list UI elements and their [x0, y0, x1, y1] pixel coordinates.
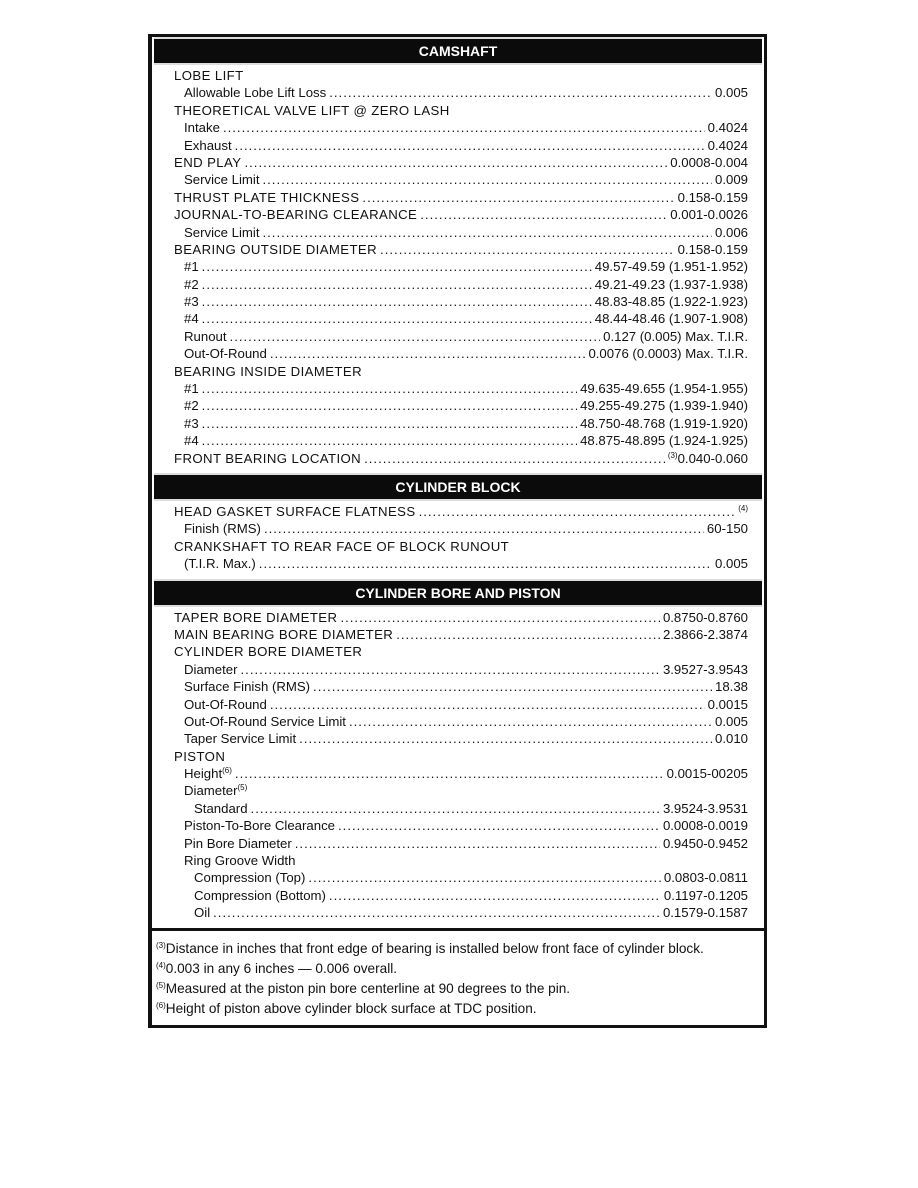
- spec-value: [708, 696, 748, 713]
- spec-label-text: Compression (Bottom): [194, 887, 326, 903]
- spec-label-text: Surface Finish (RMS): [184, 679, 311, 695]
- spec-label-text: Oil: [194, 905, 211, 921]
- footnote-ref: (6): [222, 766, 232, 776]
- spec-row: [174, 189, 748, 206]
- spec-value-text: 0.0076 (0.0003) Max. T.I.R.: [588, 346, 748, 362]
- spec-value: [678, 241, 748, 258]
- spec-label-text: BEARING INSIDE DIAMETER: [174, 363, 362, 379]
- footnote-text: Measured at the piston pin bore centerline at 90 degrees to the pin.: [165, 980, 571, 996]
- spec-row: [174, 363, 748, 380]
- spec-label-text: Service Limit: [184, 224, 260, 240]
- footnote-text: Height of piston above cylinder block surface at TDC position.: [165, 1000, 537, 1016]
- spec-label-text: Piston-To-Bore Clearance: [184, 818, 335, 834]
- dot-leader: [202, 310, 592, 327]
- dot-leader: [251, 800, 660, 817]
- spec-value: [595, 276, 748, 293]
- spec-value-text: 48.83-48.85 (1.922-1.923): [594, 294, 748, 310]
- spec-row: [174, 782, 748, 799]
- spec-label: [194, 800, 248, 817]
- dot-leader: [329, 84, 712, 101]
- spec-label-text: CRANKSHAFT TO REAR FACE OF BLOCK RUNOUT: [174, 538, 510, 554]
- dot-leader: [202, 415, 577, 432]
- dot-leader: [241, 661, 660, 678]
- footnote: [156, 939, 764, 959]
- spec-label-text: #3: [184, 415, 199, 431]
- spec-row: [174, 538, 748, 555]
- spec-label: [174, 189, 359, 206]
- spec-label-text: CYLINDER BORE DIAMETER: [174, 644, 363, 660]
- spec-label: [184, 555, 256, 572]
- spec-label: [184, 678, 310, 695]
- dot-leader: [202, 397, 577, 414]
- spec-label-text: Intake: [184, 120, 220, 136]
- spec-label-text: Standard: [194, 800, 248, 816]
- spec-row: [174, 345, 748, 362]
- dot-leader: [235, 137, 705, 154]
- dot-leader: [338, 817, 660, 834]
- dot-leader: [202, 276, 592, 293]
- spec-label: [174, 154, 241, 171]
- spec-row: [174, 84, 748, 101]
- spec-label: [184, 310, 199, 327]
- spec-value: [580, 397, 748, 414]
- cylinder-bore-piston-header: CYLINDER BORE AND PISTON: [154, 579, 762, 607]
- spec-value-text: 49.255-49.275 (1.939-1.940): [580, 398, 748, 414]
- spec-label: [194, 869, 305, 886]
- spec-value: [715, 713, 748, 730]
- spec-label: [184, 224, 259, 241]
- dot-leader: [364, 450, 665, 467]
- spec-label: [194, 887, 326, 904]
- spec-value: [588, 345, 748, 362]
- spec-label-text: #1: [184, 259, 199, 275]
- spec-value: [663, 661, 748, 678]
- spec-label: [184, 84, 326, 101]
- spec-row: [174, 224, 748, 241]
- spec-value-text: 0.0015: [707, 696, 748, 712]
- spec-value-text: 0.158-0.159: [677, 241, 748, 257]
- spec-value: [715, 224, 748, 241]
- cylinder-block-header: CYLINDER BLOCK: [154, 473, 762, 501]
- footnote-ref: (5): [237, 783, 248, 793]
- spec-value: [715, 171, 748, 188]
- spec-value: [663, 835, 748, 852]
- spec-value-text: 49.635-49.655 (1.954-1.955): [580, 381, 748, 397]
- spec-label: [184, 293, 199, 310]
- spec-value-text: 0.127 (0.005) Max. T.I.R.: [603, 328, 748, 344]
- spec-label: [184, 171, 259, 188]
- spec-value: [580, 415, 748, 432]
- spec-label-text: JOURNAL-TO-BEARING CLEARANCE: [174, 207, 418, 223]
- dot-leader: [340, 609, 660, 626]
- spec-value-text: 48.44-48.46 (1.907-1.908): [594, 311, 748, 327]
- spec-row: [174, 102, 748, 119]
- spec-value-text: 3.9524-3.9531: [662, 800, 748, 816]
- dot-leader: [264, 520, 704, 537]
- spec-value: [663, 904, 748, 921]
- spec-label-text: MAIN BEARING BORE DIAMETER: [174, 626, 394, 642]
- spec-row: [174, 397, 748, 414]
- spec-label: [184, 397, 199, 414]
- spec-value-text: 0.005: [714, 556, 748, 572]
- spec-value: [738, 503, 748, 520]
- spec-value: [708, 119, 748, 136]
- spec-value-text: 60-150: [706, 521, 748, 537]
- footnote: [156, 999, 764, 1019]
- spec-label-text: TAPER BORE DIAMETER: [174, 609, 338, 625]
- spec-label: [184, 835, 292, 852]
- spec-value: [715, 555, 748, 572]
- spec-value: [670, 206, 748, 223]
- spec-label-text: Diameter: [184, 783, 238, 799]
- spec-row: [174, 154, 748, 171]
- dot-leader: [270, 345, 586, 362]
- spec-value-text: 49.57-49.59 (1.951-1.952): [594, 259, 748, 275]
- spec-label-text: Out-Of-Round Service Limit: [184, 713, 346, 729]
- camshaft-header: CAMSHAFT: [154, 37, 762, 65]
- spec-row: [174, 678, 748, 695]
- footnote-mark: (3): [156, 940, 166, 950]
- dot-leader: [308, 869, 661, 886]
- spec-label: [184, 380, 199, 397]
- spec-label-text: Taper Service Limit: [184, 731, 297, 747]
- spec-value: [668, 450, 748, 467]
- spec-label: [184, 852, 295, 869]
- dot-leader: [213, 904, 660, 921]
- spec-label: [184, 137, 232, 154]
- spec-label: [184, 345, 267, 362]
- spec-value-text: 0.009: [714, 172, 748, 188]
- spec-value: [664, 869, 748, 886]
- spec-label: [184, 276, 199, 293]
- spec-row: [174, 171, 748, 188]
- spec-row: [174, 206, 748, 223]
- footnote-mark: (4): [156, 960, 166, 970]
- spec-value: [580, 380, 748, 397]
- footnote-ref: (3): [667, 450, 678, 460]
- spec-value-text: 0.0015-00205: [666, 766, 748, 782]
- cylinder-block-section: [152, 501, 764, 579]
- spec-label: [184, 730, 296, 747]
- dot-leader: [299, 730, 712, 747]
- spec-value-text: 48.875-48.895 (1.924-1.925): [580, 433, 748, 449]
- spec-label: [174, 643, 362, 660]
- spec-value: [664, 887, 748, 904]
- spec-label: [184, 328, 227, 345]
- spec-row: [174, 555, 748, 572]
- dot-leader: [202, 293, 592, 310]
- spec-row: [174, 765, 748, 782]
- spec-row: [174, 415, 748, 432]
- spec-row: [174, 520, 748, 537]
- spec-label: [184, 713, 346, 730]
- spec-value-text: 0.1197-0.1205: [663, 887, 748, 903]
- spec-value: [670, 154, 748, 171]
- footnote-mark: (5): [156, 980, 166, 990]
- spec-label: [194, 904, 210, 921]
- footnote-text: Distance in inches that front edge of bearing is installed below front face of cylinder block.: [165, 940, 704, 956]
- spec-value: [663, 626, 748, 643]
- spec-value: [595, 293, 748, 310]
- spec-row: [174, 503, 748, 520]
- spec-row: [174, 835, 748, 852]
- spec-value-text: 48.750-48.768 (1.919-1.920): [580, 415, 748, 431]
- spec-row: [174, 380, 748, 397]
- spec-value: [715, 84, 748, 101]
- spec-label: [174, 609, 337, 626]
- footnote-ref: (4): [738, 503, 748, 513]
- spec-label-text: Ring Groove Width: [184, 853, 296, 869]
- spec-label-text: Allowable Lobe Lift Loss: [184, 85, 327, 101]
- spec-label: [184, 415, 199, 432]
- spec-row: [174, 730, 748, 747]
- dot-leader: [329, 887, 661, 904]
- spec-label-text: Runout: [184, 328, 227, 344]
- spec-label: [174, 503, 416, 520]
- spec-label-text: Height: [184, 766, 223, 782]
- spec-value: [708, 137, 748, 154]
- footnote-text: 0.003 in any 6 inches — 0.006 overall.: [165, 960, 398, 976]
- spec-label: [184, 696, 267, 713]
- spec-value: [595, 310, 748, 327]
- dot-leader: [235, 765, 664, 782]
- dot-leader: [270, 696, 705, 713]
- spec-value: [663, 609, 748, 626]
- footnote: [156, 959, 764, 979]
- spec-value-text: 2.3866-2.3874: [662, 626, 748, 642]
- spec-label-text: #2: [184, 398, 199, 414]
- spec-value-text: 0.001-0.0026: [670, 207, 748, 223]
- cylinder-bore-piston-section: [152, 607, 764, 928]
- spec-row: [174, 609, 748, 626]
- spec-row: [174, 748, 748, 765]
- spec-label: [184, 432, 199, 449]
- dot-leader: [223, 119, 705, 136]
- footnote: [156, 979, 764, 999]
- spec-label: [184, 520, 261, 537]
- spec-value-text: 0.1579-0.1587: [662, 905, 748, 921]
- spec-label: [184, 258, 199, 275]
- spec-sheet: [148, 34, 767, 1028]
- spec-label-text: Service Limit: [184, 172, 260, 188]
- spec-row: [174, 67, 748, 84]
- dot-leader: [313, 678, 712, 695]
- spec-label-text: #4: [184, 433, 199, 449]
- spec-row: [174, 713, 748, 730]
- spec-label-text: THEORETICAL VALVE LIFT @ ZERO LASH: [174, 102, 450, 118]
- dot-leader: [202, 258, 592, 275]
- spec-row: [174, 137, 748, 154]
- spec-row: [174, 258, 748, 275]
- dot-leader: [230, 328, 601, 345]
- spec-row: [174, 800, 748, 817]
- spec-label-text: PISTON: [174, 748, 226, 764]
- camshaft-section: [152, 65, 764, 473]
- spec-row: [174, 852, 748, 869]
- spec-label-text: BEARING OUTSIDE DIAMETER: [174, 241, 378, 257]
- spec-row: [174, 328, 748, 345]
- spec-label: [184, 817, 335, 834]
- spec-value-text: 0.158-0.159: [677, 189, 748, 205]
- spec-value-text: 0.4024: [707, 137, 748, 153]
- spec-value-text: 0.4024: [707, 120, 748, 136]
- dot-leader: [419, 503, 736, 520]
- dot-leader: [244, 154, 667, 171]
- spec-row: [174, 293, 748, 310]
- spec-label-text: Pin Bore Diameter: [184, 835, 292, 851]
- spec-label-text: LOBE LIFT: [174, 68, 244, 83]
- spec-value-text: 0.8750-0.8760: [662, 609, 748, 625]
- spec-label: [174, 206, 417, 223]
- spec-value-text: 0.9450-0.9452: [662, 835, 748, 851]
- spec-label-text: Finish (RMS): [184, 521, 261, 537]
- spec-label-text: (T.I.R. Max.): [184, 556, 256, 572]
- dot-leader: [380, 241, 675, 258]
- spec-value-text: 0.006: [714, 224, 748, 240]
- spec-value-text: 49.21-49.23 (1.937-1.938): [594, 276, 748, 292]
- spec-label: [174, 67, 244, 84]
- dot-leader: [362, 189, 674, 206]
- spec-value-text: 0.0803-0.0811: [663, 870, 748, 886]
- spec-row: [174, 904, 748, 921]
- dot-leader: [202, 380, 577, 397]
- spec-row: [174, 276, 748, 293]
- spec-label-text: Out-Of-Round: [184, 346, 267, 362]
- spec-label: [174, 363, 362, 380]
- footnote-mark: (6): [156, 1000, 166, 1010]
- spec-label-text: END PLAY: [174, 154, 242, 170]
- spec-label-text: #4: [184, 311, 199, 327]
- spec-label-text: #3: [184, 294, 199, 310]
- spec-value: [603, 328, 748, 345]
- spec-value: [667, 765, 748, 782]
- spec-label: [174, 626, 393, 643]
- spec-label: [174, 102, 450, 119]
- spec-value: [580, 432, 748, 449]
- spec-value-text: 0.040-0.060: [677, 450, 748, 466]
- spec-row: [174, 643, 748, 660]
- footnotes: [152, 928, 764, 1023]
- spec-row: [174, 310, 748, 327]
- spec-row: [174, 450, 748, 467]
- spec-value: [595, 258, 748, 275]
- spec-label: [184, 782, 247, 799]
- dot-leader: [420, 206, 667, 223]
- spec-row: [174, 869, 748, 886]
- spec-row: [174, 817, 748, 834]
- spec-label-text: #2: [184, 276, 199, 292]
- spec-label: [184, 765, 232, 782]
- spec-row: [174, 241, 748, 258]
- spec-label-text: THRUST PLATE THICKNESS: [174, 189, 360, 205]
- spec-value-text: 0.0008-0.004: [670, 154, 748, 170]
- spec-row: [174, 119, 748, 136]
- spec-label: [174, 748, 225, 765]
- spec-value-text: 18.38: [714, 679, 748, 695]
- spec-value-text: 0.005: [714, 713, 748, 729]
- dot-leader: [202, 432, 577, 449]
- spec-row: [174, 661, 748, 678]
- spec-label-text: Compression (Top): [194, 870, 306, 886]
- spec-label: [174, 450, 361, 467]
- spec-value: [678, 189, 748, 206]
- spec-label: [184, 119, 220, 136]
- spec-label-text: Exhaust: [184, 137, 232, 153]
- spec-row: [174, 626, 748, 643]
- spec-label: [184, 661, 238, 678]
- spec-label-text: Diameter: [184, 661, 238, 677]
- spec-label-text: FRONT BEARING LOCATION: [174, 450, 362, 466]
- spec-value-text: 0.0008-0.0019: [662, 818, 748, 834]
- spec-value: [715, 678, 748, 695]
- dot-leader: [396, 626, 660, 643]
- spec-label-text: #1: [184, 381, 199, 397]
- spec-value-text: 0.010: [714, 731, 748, 747]
- spec-row: [174, 887, 748, 904]
- spec-value-text: 0.005: [714, 85, 748, 101]
- spec-value-text: 3.9527-3.9543: [662, 661, 748, 677]
- spec-label-text: HEAD GASKET SURFACE FLATNESS: [174, 503, 416, 519]
- spec-value: [663, 817, 748, 834]
- dot-leader: [349, 713, 712, 730]
- spec-row: [174, 696, 748, 713]
- spec-value: [715, 730, 748, 747]
- spec-value: [663, 800, 748, 817]
- spec-label: [174, 241, 377, 258]
- spec-label-text: Out-Of-Round: [184, 696, 267, 712]
- spec-value: [707, 520, 748, 537]
- dot-leader: [262, 224, 712, 241]
- dot-leader: [295, 835, 660, 852]
- spec-row: [174, 432, 748, 449]
- dot-leader: [262, 171, 712, 188]
- dot-leader: [259, 555, 712, 572]
- spec-label: [174, 538, 509, 555]
